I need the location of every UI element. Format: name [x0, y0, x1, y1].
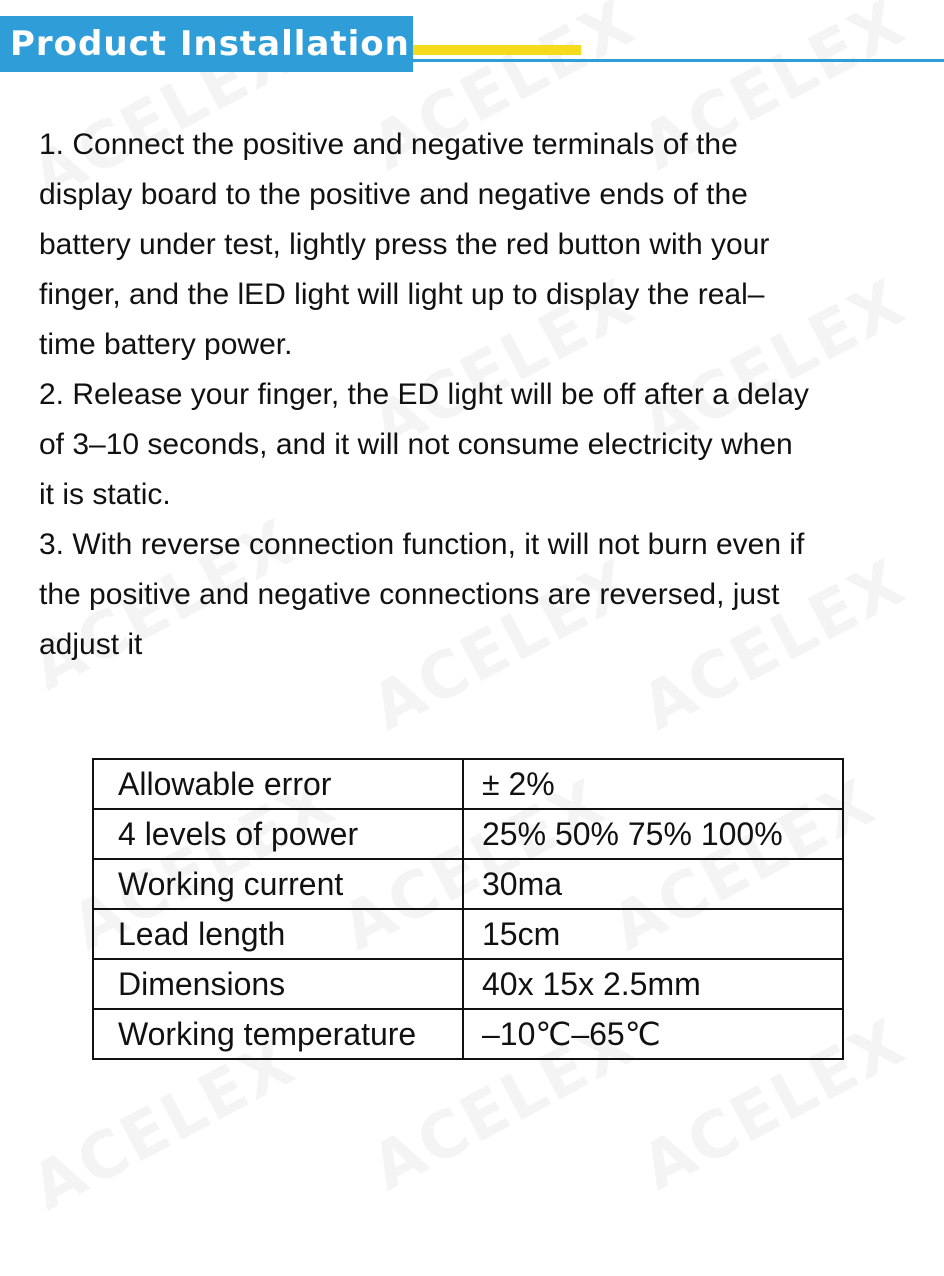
table-row [93, 909, 843, 959]
table-row [93, 1009, 843, 1059]
table-row [93, 809, 843, 859]
spec-value: 40x 15x 2.5mm [463, 959, 843, 1009]
spec-label: Allowable error [93, 759, 463, 809]
spec-value: 30ma [463, 859, 843, 909]
spec-value: 25% 50% 75% 100% [463, 809, 843, 859]
instruction-line: 3. With reverse connection function, it will not burn even if [39, 528, 805, 561]
spec-value: 15cm [463, 909, 843, 959]
spec-label: Dimensions [93, 959, 463, 1009]
instruction-line: display board to the positive and negative ends of the [39, 178, 748, 211]
table-row [93, 859, 843, 909]
section-title: Product Installation [0, 16, 413, 72]
instruction-line: adjust it [39, 628, 143, 661]
spec-table [92, 758, 844, 1060]
table-row [93, 959, 843, 1009]
header-accent-bar [413, 45, 581, 55]
instruction-line: it is static. [39, 478, 171, 511]
instruction-line: 2. Release your finger, the ED light will be off after a delay [39, 378, 809, 411]
instruction-line: battery under test, lightly press the red button with your [39, 228, 770, 261]
instruction-line: 1. Connect the positive and negative terminals of the [39, 128, 738, 161]
spec-label: Working current [93, 859, 463, 909]
instruction-line: of 3–10 seconds, and it will not consume electricity when [39, 428, 793, 461]
spec-value: –10℃–65℃ [463, 1009, 843, 1059]
instruction-line: time battery power. [39, 328, 293, 361]
spec-value: ± 2% [463, 759, 843, 809]
installation-instructions [39, 120, 939, 670]
header-rule [413, 59, 944, 62]
table-row [93, 759, 843, 809]
spec-label: Working temperature [93, 1009, 463, 1059]
spec-label: 4 levels of power [93, 809, 463, 859]
spec-label: Lead length [93, 909, 463, 959]
instruction-line: the positive and negative connections are reversed, just [39, 578, 780, 611]
instruction-line: finger, and the lED light will light up to display the real– [39, 278, 765, 311]
